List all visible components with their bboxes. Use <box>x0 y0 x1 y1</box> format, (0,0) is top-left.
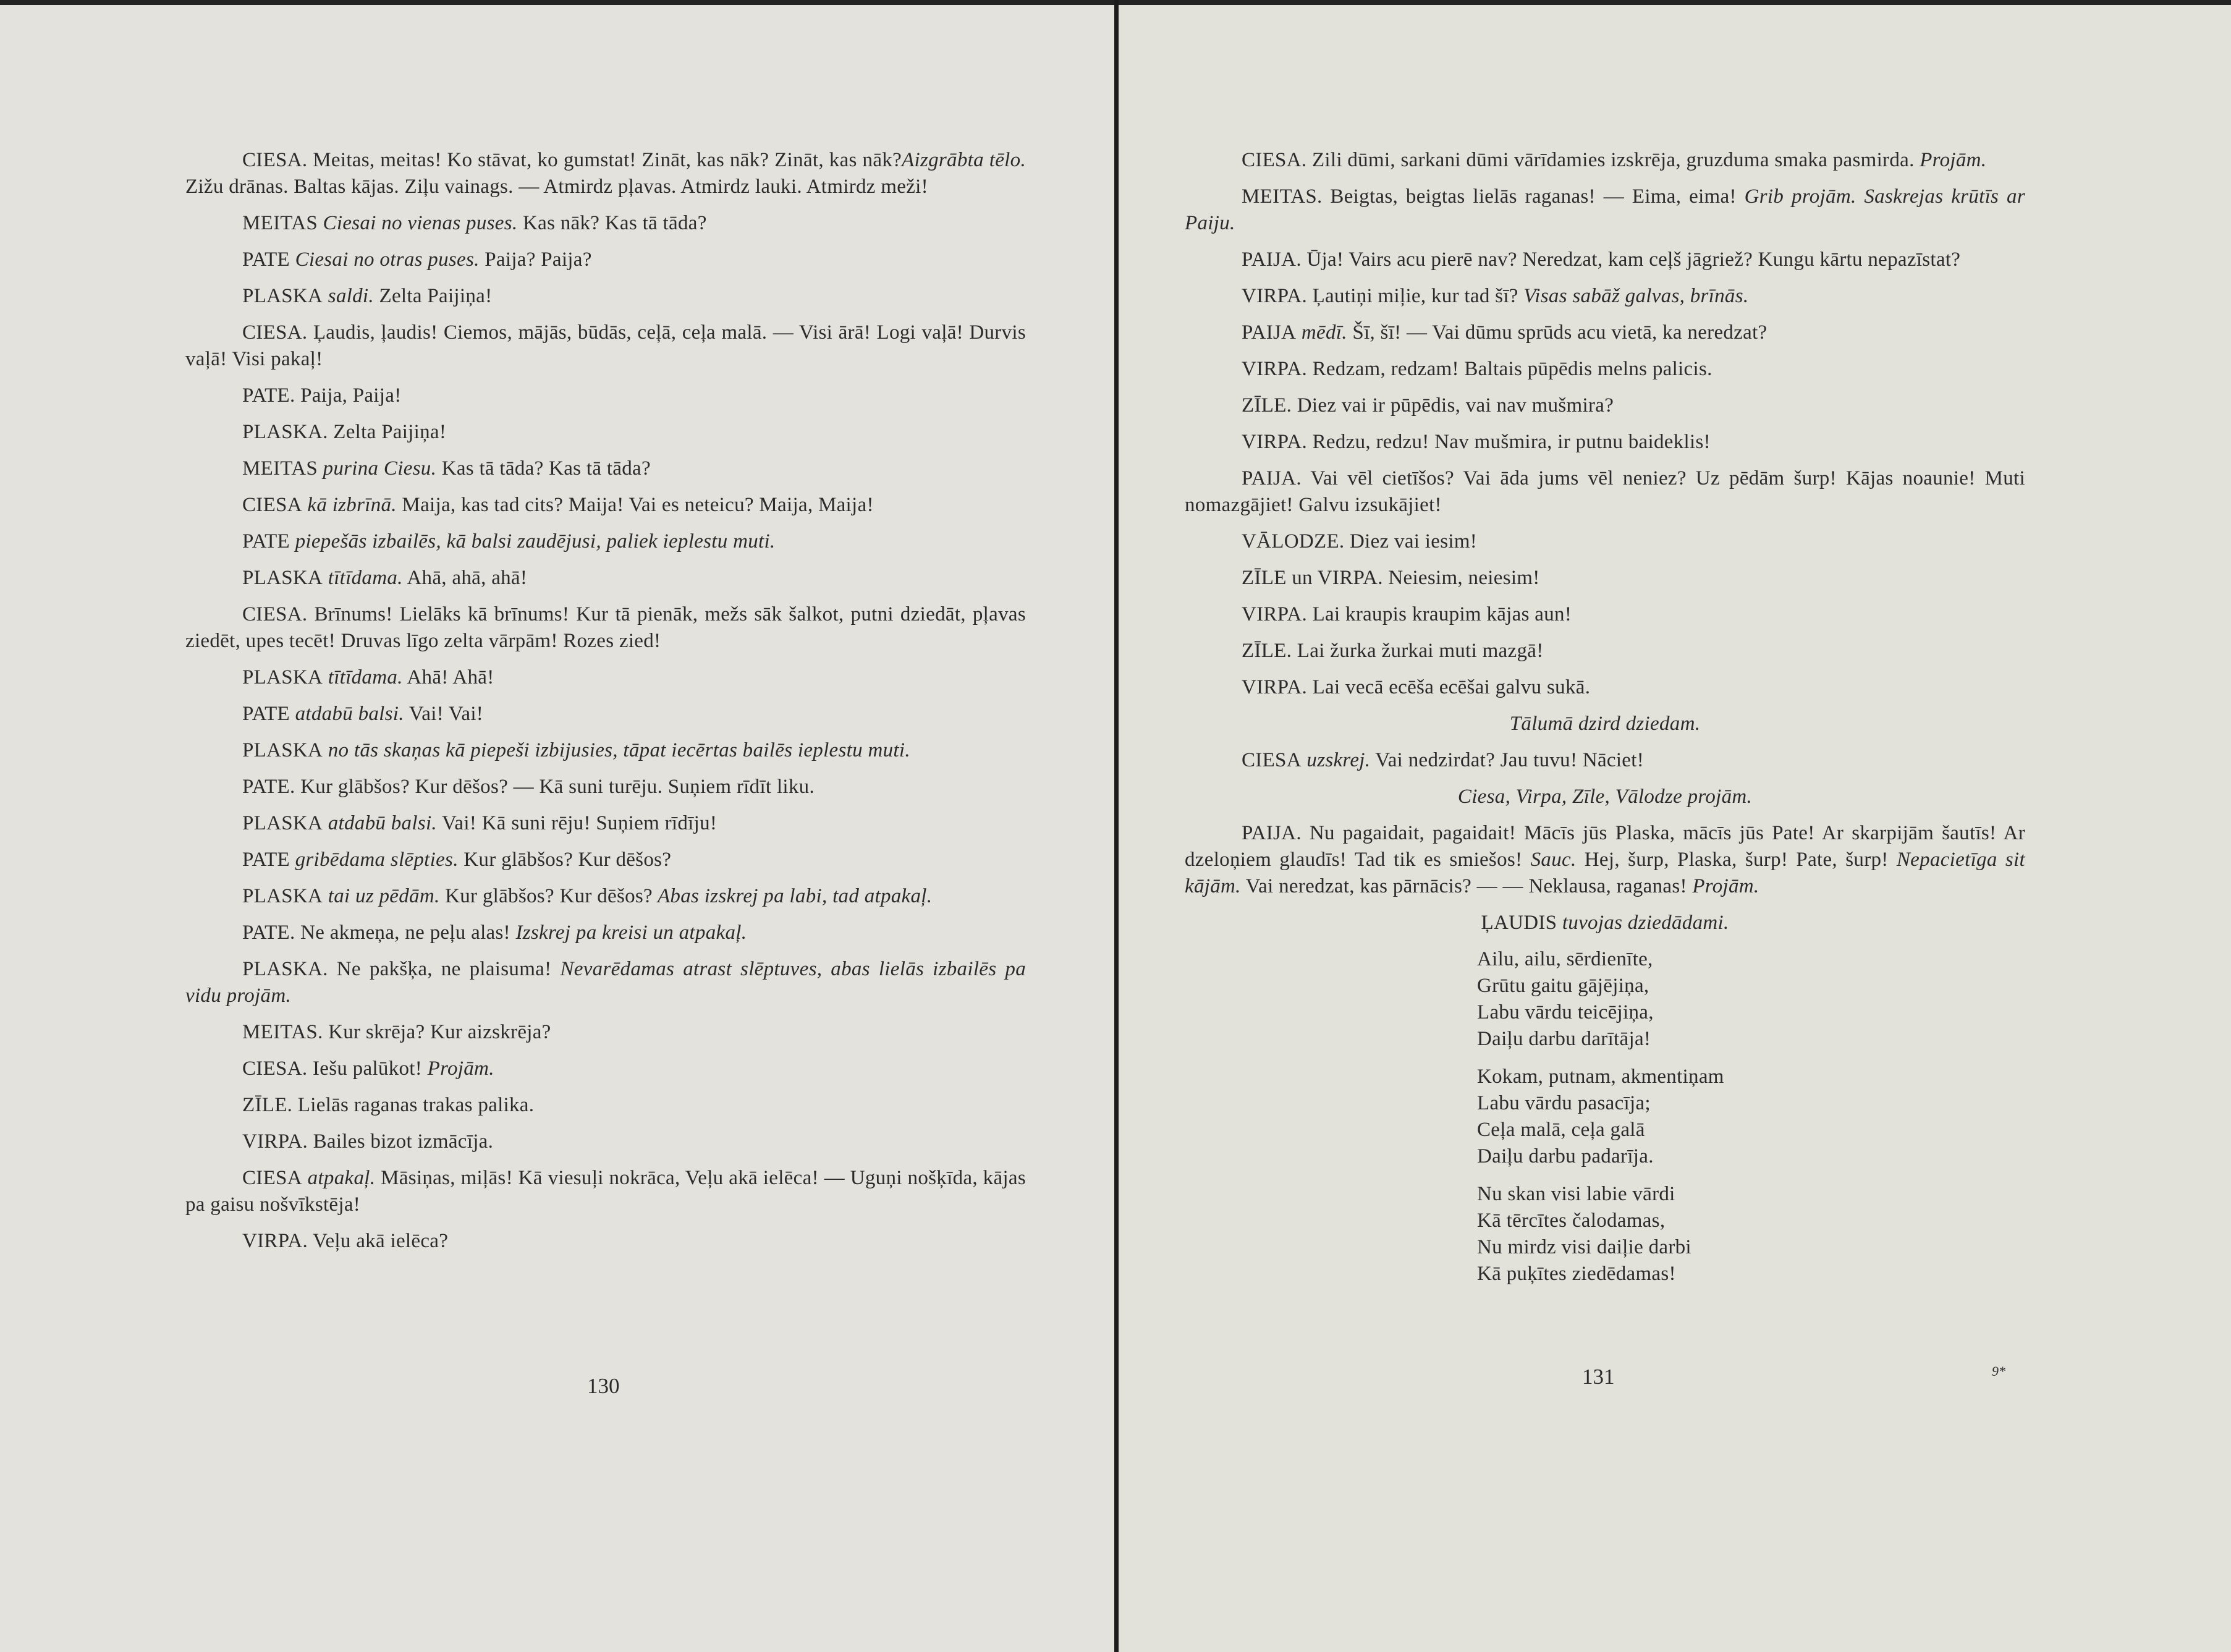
right-page-text <box>1185 147 2025 1298</box>
speech-text: Brīnums! Lielāks kā brīnums! Kur tā pienāk, mežs sāk šalkot, putni dziedāt, pļavas ziedēt, upes tecēt! Druvas līgo zelta vārpām! Rozes zied! <box>185 603 1026 652</box>
left-page-text <box>185 147 1026 1264</box>
speech-text: Vai nedzirdat? Jau tuvu! Nāciet! <box>1370 749 1645 771</box>
speech-text: Kur glābšos? Kur dēšos? — Kā suni turēju. Suņiem rīdīt liku. <box>295 776 815 798</box>
speaker-name: CIESA. <box>242 603 308 625</box>
page-number-right: 131 <box>1582 1365 1615 1389</box>
speech-text: Kas tā tāda? Kas tā tāda? <box>436 457 651 480</box>
dialogue-paragraph <box>185 492 1026 519</box>
dialogue-paragraph <box>185 320 1026 373</box>
speech-text: Vai! Kā suni rēju! Suņiem rīdīju! <box>436 812 718 834</box>
dialogue-paragraph <box>185 774 1026 800</box>
speaker-name: ĻAUDIS <box>1481 912 1557 934</box>
speech-text: Šī, šī! — Vai dūmu sprūds acu vietā, ka neredzat? <box>1347 321 1767 344</box>
speech-text: Lai žurka žurkai muti mazgā! <box>1292 640 1544 662</box>
speaker-name: PATE <box>242 530 290 553</box>
speech-text: Meitas, meitas! Ko stāvat, ko gumstat! Zināt, kas nāk? Zināt, kas nāk? <box>307 149 902 171</box>
speaker-name: CIESA. <box>1242 149 1307 171</box>
stage-direction: no tās skaņas kā piepeši izbijusies, tāpat iecērtas bailēs ieplestu muti. <box>323 739 910 761</box>
speech-text: Paija, Paija! <box>295 384 402 407</box>
speaker-name: PATE <box>242 703 290 725</box>
stage-direction: Projām. <box>422 1057 494 1080</box>
speaker-name: PAIJA <box>1242 321 1297 344</box>
dialogue-paragraph <box>185 664 1026 691</box>
stage-direction: atpakaļ. <box>302 1167 376 1189</box>
speaker-name: MEITAS <box>242 212 318 234</box>
stage-direction: Aizgrābta tēlo. <box>902 149 1026 171</box>
stage-direction: tuvojas dziedādami. <box>1557 912 1729 934</box>
speaker-name: PLASKA <box>242 812 323 834</box>
speech-text: Ne pakšķa, ne plaisuma! <box>328 958 552 980</box>
speech-text: Lai kraupis kraupim kājas aun! <box>1307 603 1572 625</box>
speaker-name: PATE. <box>242 776 295 798</box>
speaker-name: PAIJA. <box>1242 822 1302 844</box>
speech-text: Zili dūmi, sarkani dūmi vārīdamies izskrēja, gruzduma smaka pasmirda. <box>1306 149 1915 171</box>
speaker-name: PATE. <box>242 384 295 407</box>
speaker-name: PAIJA. <box>1242 467 1302 489</box>
speaker-name: PATE <box>242 248 290 271</box>
speaker-name: PATE. <box>242 921 295 944</box>
speaker-name: PLASKA <box>242 666 323 688</box>
stage-direction: tai uz pēdām. <box>323 885 440 907</box>
stage-direction: Nevarēdamas atrast slēptuves, abas lielās izbailēs pa vidu projām. <box>185 958 1026 1007</box>
speech-text: Ļautiņi miļie, kur tad šī? <box>1307 285 1518 307</box>
speaker-name: ZĪLE. <box>1242 394 1292 417</box>
stage-direction-center <box>1185 784 2025 810</box>
dialogue-paragraph <box>1185 638 2025 664</box>
dialogue-paragraph <box>185 1019 1026 1046</box>
stage-direction: kā izbrīnā. <box>302 494 397 516</box>
dialogue-paragraph <box>185 883 1026 910</box>
speech-text: Kur glābšos? Kur dēšos? <box>458 849 672 871</box>
speech-text: Zižu drānas. Baltas kājas. Ziļu vainags. — Atmirdz pļavas. Atmirdz lauki. Atmirdz meži! <box>185 176 928 198</box>
dialogue-paragraph <box>1185 674 2025 701</box>
speaker-name: PLASKA <box>242 885 323 907</box>
speaker-name: MEITAS. <box>1242 185 1323 208</box>
speech-text: Veļu akā ielēca? <box>308 1230 449 1252</box>
poem-stanza <box>1477 1064 2025 1170</box>
dialogue-paragraph <box>1185 429 2025 455</box>
speech-text: Vai vēl cietīšos? Vai āda jums vēl neniez? Uz pēdām šurp! Kājas noaunie! Muti nomazgājiet! Galvu izsukājiet! <box>1185 467 2025 516</box>
speaker-name: CIESA <box>242 494 302 516</box>
speaker-name: ZĪLE <box>1242 567 1287 589</box>
dialogue-paragraph <box>185 1228 1026 1255</box>
stage-direction: Projām. <box>1687 875 1759 897</box>
dialogue-paragraph <box>185 565 1026 591</box>
dialogue-paragraph <box>1185 320 2025 346</box>
dialogue-paragraph <box>185 737 1026 764</box>
right-page <box>1119 5 2231 1652</box>
dialogue-paragraph <box>185 1056 1026 1082</box>
dialogue-paragraph <box>185 147 1026 200</box>
dialogue-paragraph <box>1185 147 2025 174</box>
speaker-name: VĀLODZE. <box>1242 530 1345 553</box>
speech-text: Vai! Vai! <box>404 703 484 725</box>
dialogue-paragraph <box>185 283 1026 310</box>
speech-text: Redzam, redzam! Baltais pūpēdis melns palicis. <box>1307 358 1712 380</box>
poem-line: Nu skan visi labie vārdi <box>1477 1183 1675 1205</box>
speech-text: Lai vecā ecēša ecēšai galvu sukā. <box>1307 676 1591 698</box>
stage-direction: Ciesai no vienas puses. <box>318 212 518 234</box>
speaker-name: CIESA. <box>242 321 308 344</box>
speech-text: Kur glābšos? Kur dēšos? <box>439 885 653 907</box>
speech-text: Zelta Paijiņa! <box>328 421 447 443</box>
poem-stanza <box>1477 1181 2025 1287</box>
stage-direction: Nepacietīga sit kājām. <box>1185 849 2025 897</box>
speaker-name: VIRPA. <box>242 1230 308 1252</box>
signature-mark: 9* <box>1992 1363 2005 1379</box>
speaker-name: PLASKA <box>242 567 323 589</box>
stage-direction: tītīdama. <box>323 567 403 589</box>
speaker-name: PLASKA <box>242 739 323 761</box>
dialogue-paragraph <box>185 247 1026 273</box>
speech-text: Ahā! Ahā! <box>402 666 494 688</box>
dialogue-paragraph <box>1185 747 2025 774</box>
poem-line: Kokam, putnam, akmentiņam <box>1477 1065 1724 1088</box>
speaker-name: VIRPA. <box>1242 431 1308 453</box>
speech-text: Diez vai iesim! <box>1344 530 1478 553</box>
speaker-name: CIESA <box>1242 749 1302 771</box>
stage-direction: piepešās izbailēs, kā balsi zaudējusi, paliek ieplestu muti. <box>290 530 776 553</box>
dialogue-paragraph <box>185 1129 1026 1155</box>
speech-text: Ne akmeņa, ne peļu alas! <box>295 921 510 944</box>
stage-direction: Tālumā dzird dziedam. <box>1509 713 1701 735</box>
dialogue-paragraph <box>185 1165 1026 1218</box>
speech-text: Maija, kas tad cits? Maija! Vai es neteicu? Maija, Maija! <box>396 494 874 516</box>
speech-text: Iešu palūkot! <box>307 1057 423 1080</box>
page-number-left: 130 <box>587 1374 620 1398</box>
speaker-name: CIESA. <box>242 149 308 171</box>
stage-direction: Grib projām. Saskrejas krūtīs ar Paiju. <box>1185 185 2025 234</box>
poem-line: Ceļa malā, ceļa galā <box>1477 1119 1645 1141</box>
poem-line: Labu vārdu teicējiņa, <box>1477 1001 1654 1023</box>
speaker-name: ZĪLE. <box>1242 640 1292 662</box>
speaker-name: VIRPA. <box>1242 285 1308 307</box>
poem-line: Labu vārdu pasacīja; <box>1477 1092 1651 1114</box>
poem-line: Daiļu darbu padarīja. <box>1477 1145 1654 1167</box>
dialogue-paragraph <box>1185 392 2025 419</box>
stage-direction: gribēdama slēpties. <box>290 849 459 871</box>
stage-direction: atdabū balsi. <box>323 812 437 834</box>
speaker-name: MEITAS. <box>242 1021 323 1043</box>
speech-text: Bailes bizot izmācīja. <box>308 1130 494 1153</box>
dialogue-paragraph <box>1185 465 2025 519</box>
stage-direction-center <box>1185 910 2025 936</box>
speaker-name: CIESA. <box>242 1057 308 1080</box>
dialogue-paragraph <box>185 455 1026 482</box>
dialogue-paragraph <box>1185 356 2025 383</box>
stage-direction-center <box>1185 711 2025 737</box>
dialogue-paragraph <box>1185 184 2025 237</box>
dialogue-paragraph <box>1185 565 2025 591</box>
stage-direction: Sauc. <box>1522 849 1577 871</box>
dialogue-paragraph <box>1185 601 2025 628</box>
speech-text: Paija? Paija? <box>479 248 592 271</box>
stage-direction: mēdī. <box>1296 321 1347 344</box>
dialogue-paragraph <box>1185 528 2025 555</box>
dialogue-paragraph <box>185 210 1026 237</box>
dialogue-paragraph <box>185 419 1026 446</box>
speaker-name: PAIJA. <box>1242 248 1302 271</box>
stage-direction: Ciesa, Virpa, Zīle, Vālodze projām. <box>1457 786 1753 808</box>
stage-direction: saldi. <box>323 285 374 307</box>
speech-text: Ahā, ahā, ahā! <box>402 567 528 589</box>
stage-direction: atdabū balsi. <box>290 703 404 725</box>
poem-line: Ailu, ailu, sērdienīte, <box>1477 948 1653 970</box>
speech-text: Beigtas, beigtas lielās raganas! — Eima, eima! <box>1322 185 1737 208</box>
stage-direction: uzskrej. <box>1301 749 1371 771</box>
left-page <box>0 5 1114 1652</box>
speech-text: Vai neredzat, kas pārnācis? — — Neklausa, raganas! <box>1240 875 1687 897</box>
poem-line: Daiļu darbu darītāja! <box>1477 1028 1651 1050</box>
dialogue-paragraph <box>185 956 1026 1009</box>
speech-text: Zelta Paijiņa! <box>373 285 493 307</box>
speech-text: Ļaudis, ļaudis! Ciemos, mājās, būdās, ceļā, ceļa malā. — Visi ārā! Logi vaļā! Durvis vaļā! Visi pakaļ! <box>185 321 1026 370</box>
speaker-name: MEITAS <box>242 457 318 480</box>
speaker-name: ZĪLE. <box>242 1094 293 1116</box>
stage-direction: purina Ciesu. <box>318 457 437 480</box>
stage-direction: Visas sabāž galvas, brīnās. <box>1518 285 1749 307</box>
speaker-name: PLASKA. <box>242 421 328 443</box>
stage-direction: Projām. <box>1914 149 1987 171</box>
dialogue-paragraph <box>1185 247 2025 273</box>
dialogue-paragraph <box>1185 820 2025 900</box>
dialogue-paragraph <box>185 810 1026 837</box>
speaker-name: VIRPA. <box>1242 603 1308 625</box>
speech-text: Diez vai ir pūpēdis, vai nav mušmira? <box>1292 394 1614 417</box>
poem-line: Kā tērcītes čalodamas, <box>1477 1209 1666 1232</box>
poem-line: Grūtu gaitu gājējiņa, <box>1477 975 1649 997</box>
speech-text: Māsiņas, miļās! Kā viesuļi nokrāca, Veļu akā ielēca! — Uguņi nošķīda, kājas pa gaisu nošvīkstēja! <box>185 1167 1026 1216</box>
speaker-name: PLASKA <box>242 285 323 307</box>
speaker-name: PATE <box>242 849 290 871</box>
speaker-name: VIRPA. <box>1242 676 1308 698</box>
poem-line: Nu mirdz visi daiļie darbi <box>1477 1236 1691 1258</box>
dialogue-paragraph <box>185 383 1026 409</box>
dialogue-paragraph <box>185 1092 1026 1119</box>
dialogue-paragraph <box>185 528 1026 555</box>
speech-text: Redzu, redzu! Nav mušmira, ir putnu baideklis! <box>1307 431 1711 453</box>
book-gutter <box>1114 0 1119 1652</box>
dialogue-paragraph <box>185 920 1026 946</box>
speech-text: Kas nāk? Kas tā tāda? <box>517 212 707 234</box>
speaker-name: CIESA <box>242 1167 302 1189</box>
dialogue-paragraph <box>185 847 1026 873</box>
stage-direction: tītīdama. <box>323 666 403 688</box>
speech-text: Hej, šurp, Plaska, šurp! Pate, šurp! <box>1576 849 1889 871</box>
speech-text: Kur skrēja? Kur aizskrēja? <box>323 1021 551 1043</box>
stage-direction: Abas izskrej pa labi, tad atpakaļ. <box>653 885 933 907</box>
speaker-name: PLASKA. <box>242 958 328 980</box>
dialogue-paragraph <box>185 701 1026 727</box>
dialogue-paragraph <box>1185 283 2025 310</box>
speech-text: Lielās raganas trakas palika. <box>292 1094 535 1116</box>
speaker-name: VIRPA. <box>242 1130 308 1153</box>
poem-line: Kā puķītes ziedēdamas! <box>1477 1263 1676 1285</box>
poem-stanza <box>1477 946 2025 1053</box>
speech-text: Ūja! Vairs acu pierē nav? Neredzat, kam ceļš jāgriež? Kungu kārtu nepazīstat? <box>1301 248 1961 271</box>
stage-direction: Ciesai no otras puses. <box>290 248 480 271</box>
stage-direction: Izskrej pa kreisi un atpakaļ. <box>510 921 747 944</box>
dialogue-paragraph <box>185 601 1026 654</box>
speech-text: Nu pagaidait, pagaidait! Mācīs jūs Plaska, mācīs jūs Pate! Ar skarpijām šautīs! Ar dzeloņiem glaudīs! Tad tik es smiešos! <box>1185 822 2025 871</box>
speaker-name: VIRPA. <box>1242 358 1308 380</box>
speech-text: un VIRPA. Neiesim, neiesim! <box>1286 567 1540 589</box>
